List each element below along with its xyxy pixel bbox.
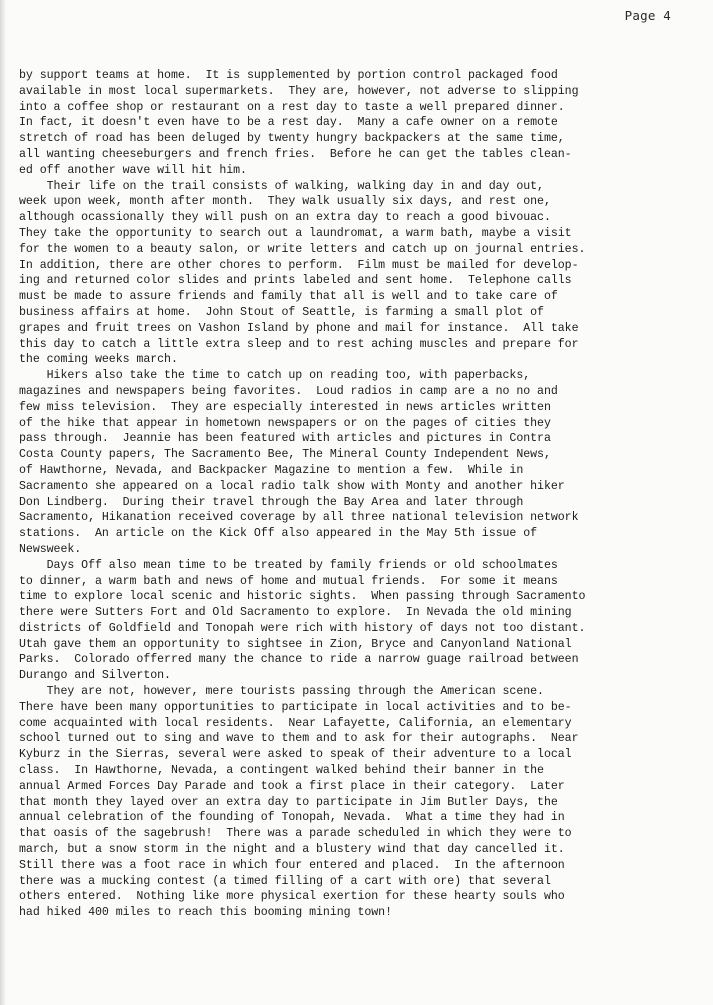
text-line: Newsweek.	[19, 542, 82, 556]
text-line: stretch of road has been deluged by twenty hungry backpackers at the same time,	[19, 132, 565, 146]
text-line: They are not, however, mere tourists passing through the American scene.	[19, 685, 544, 699]
text-line: Parks. Colorado offerred many the chance to ride a narrow guage railroad between	[19, 653, 579, 667]
text-line: that oasis of the sagebrush! There was a parade scheduled in which they were to	[19, 827, 572, 841]
text-line: grapes and fruit trees on Vashon Island by phone and mail for instance. All take	[19, 321, 579, 335]
text-line: had hiked 400 miles to reach this booming mining town!	[19, 906, 392, 920]
text-line: all wanting cheeseburgers and french fries. Before he can get the tables clean-	[19, 147, 572, 161]
text-line: Don Lindberg. During their travel through the Bay Area and later through	[19, 495, 524, 509]
text-line: few miss television. They are especially interested in news articles written	[19, 400, 551, 414]
text-line: Costa County papers, The Sacramento Bee, The Mineral County Independent News,	[19, 448, 551, 462]
text-line: march, but a snow storm in the night and a blustery wind that day cancelled it.	[19, 843, 565, 857]
text-line: Sacramento, Hikanation received coverage by all three national television network	[19, 511, 579, 525]
text-line: although ocassionally they will push on an extra day to reach a good bivouac.	[19, 211, 551, 225]
text-line: of the hike that appear in hometown newspapers or on the pages of cities they	[19, 416, 551, 430]
text-line: there were Sutters Fort and Old Sacramento to explore. In Nevada the old mining	[19, 606, 572, 620]
paragraph	[19, 368, 679, 558]
text-line: class. In Hawthorne, Nevada, a contingent walked behind their banner in the	[19, 764, 544, 778]
text-line: school turned out to sing and wave to them and to ask for their autographs. Near	[19, 732, 579, 746]
scan-shadow-edge	[0, 0, 6, 1005]
text-line: of Hawthorne, Nevada, and Backpacker Magazine to mention a few. While in	[19, 463, 524, 477]
text-line: annual celebration of the founding of Tonopah, Nevada. What a time they had in	[19, 811, 565, 825]
text-line: week upon week, month after month. They walk usually six days, and rest one,	[19, 195, 551, 209]
paragraph	[19, 684, 679, 921]
text-line: that month they layed over an extra day to participate in Jim Butler Days, the	[19, 795, 558, 809]
text-line: by support teams at home. It is supplemented by portion control packaged food	[19, 69, 558, 82]
text-line: Still there was a foot race in which four entered and placed. In the afternoon	[19, 858, 565, 872]
text-line: come acquainted with local residents. Near Lafayette, California, an elementary	[19, 716, 572, 730]
paragraph	[19, 179, 679, 369]
text-line: Kyburz in the Sierras, several were asked to speak of their adventure to a local	[19, 748, 572, 762]
text-line: business affairs at home. John Stout of Seattle, is farming a small plot of	[19, 305, 544, 319]
text-line: In addition, there are other chores to perform. Film must be mailed for develop-	[19, 258, 579, 272]
text-line: Hikers also take the time to catch up on reading too, with paperbacks,	[19, 369, 531, 383]
text-line: They take the opportunity to search out a laundromat, a warm bath, maybe a visit	[19, 226, 572, 240]
page-number: Page 4	[624, 8, 671, 23]
text-line: magazines and newspapers being favorites. Loud radios in camp are a no no and	[19, 384, 558, 398]
paragraph	[19, 68, 679, 179]
text-line: ed off another wave will hit him.	[19, 163, 247, 177]
text-line: others entered. Nothing like more physical exertion for these hearty souls who	[19, 890, 565, 904]
text-line: Utah gave them an opportunity to sightsee in Zion, Bryce and Canyonland National	[19, 637, 572, 651]
article-body	[19, 68, 679, 921]
text-line: there was a mucking contest (a timed filling of a cart with ore) that several	[19, 874, 551, 888]
text-line: districts of Goldfield and Tonopah were rich with history of days not too distant.	[19, 621, 586, 635]
text-line: There have been many opportunities to participate in local activities and to be-	[19, 700, 572, 714]
text-line: into a coffee shop or restaurant on a rest day to taste a well prepared dinner.	[19, 100, 565, 114]
paragraph	[19, 558, 679, 684]
text-line: In fact, it doesn't even have to be a rest day. Many a cafe owner on a remote	[19, 116, 558, 130]
text-line: for the women to a beauty salon, or write letters and catch up on journal entries.	[19, 242, 586, 256]
text-line: Sacramento she appeared on a local radio talk show with Monty and another hiker	[19, 479, 565, 493]
text-line: this day to catch a little extra sleep and to rest aching muscles and prepare for	[19, 337, 579, 351]
text-line: ing and returned color slides and prints labeled and sent home. Telephone calls	[19, 274, 572, 288]
text-line: time to explore local scenic and historic sights. When passing through Sacramento	[19, 590, 586, 604]
text-line: available in most local supermarkets. They are, however, not adverse to slipping	[19, 84, 579, 98]
text-line: to dinner, a warm bath and news of home and mutual friends. For some it means	[19, 574, 558, 588]
text-line: Days Off also mean time to be treated by family friends or old schoolmates	[19, 558, 558, 572]
text-line: Durango and Silverton.	[19, 669, 171, 683]
text-line: Their life on the trail consists of walking, walking day in and day out,	[19, 179, 544, 193]
text-line: annual Armed Forces Day Parade and took a first place in their category. Later	[19, 779, 565, 793]
text-line: the coming weeks march.	[19, 353, 178, 367]
text-line: stations. An article on the Kick Off also appeared in the May 5th issue of	[19, 527, 538, 541]
text-line: pass through. Jeannie has been featured with articles and pictures in Contra	[19, 432, 551, 446]
text-line: must be made to assure friends and family that all is well and to take care of	[19, 290, 558, 304]
